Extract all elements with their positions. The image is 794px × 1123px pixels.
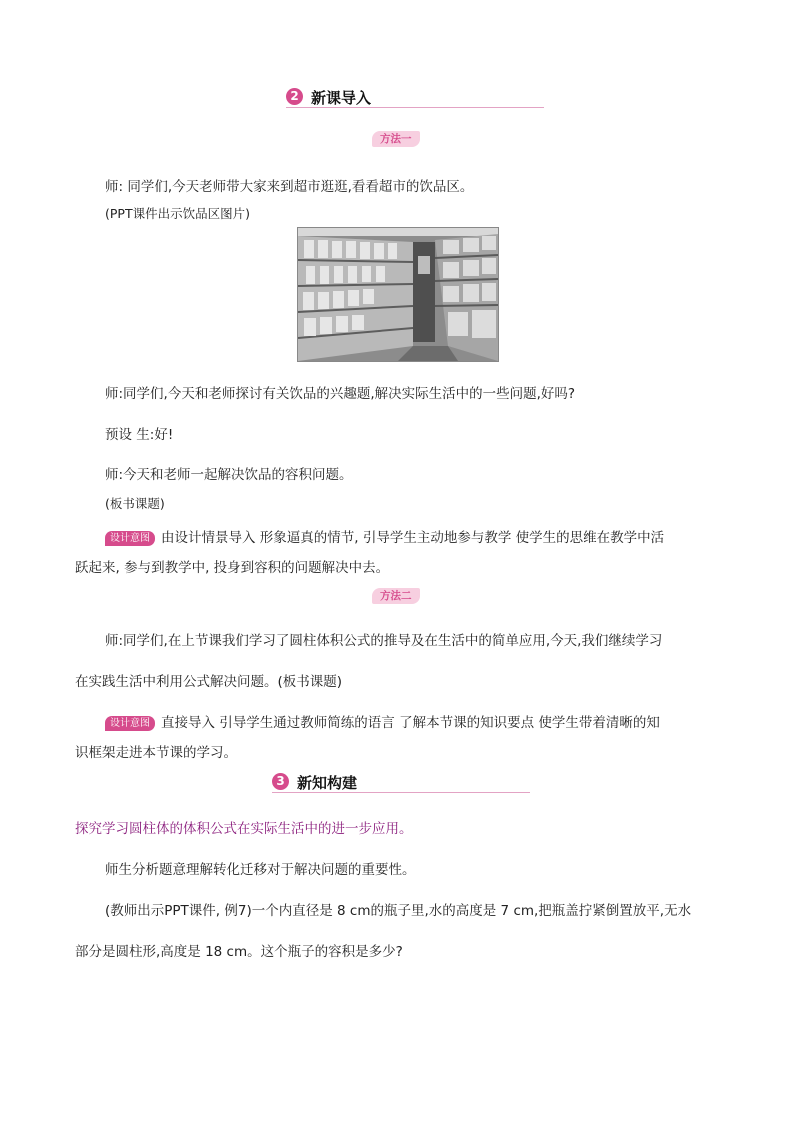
section-header-2 — [286, 88, 544, 110]
paragraph: (教师出示PPT课件, 例7)一个内直径是 8 cm的瓶子里,水的高度是 7 cm,把瓶盖拧紧倒置放平,无水 — [105, 903, 692, 919]
design-intent-2-line2: 识框架走进本节课的学习。 — [75, 745, 237, 761]
design-intent-tag: 设计意图 — [105, 716, 155, 731]
learning-objective: 探究学习圆柱体的体积公式在实际生活中的进一步应用。 — [75, 821, 413, 837]
paragraph: 部分是圆柱形,高度是 18 cm。这个瓶子的容积是多少? — [75, 944, 403, 960]
method-badge-1: 方法一 — [372, 131, 420, 147]
design-intent-2-line1 — [105, 711, 660, 731]
section-divider — [286, 107, 544, 108]
design-intent-1-line1 — [105, 526, 664, 546]
design-intent-1-line2: 跃起来, 参与到教学中, 投身到容积的问题解决中去。 — [75, 560, 390, 576]
design-intent-text: 由设计情景导入 形象逼真的情节, 引导学生主动地参与教学 使学生的思维在教学中活 — [161, 530, 665, 546]
section-number: 3 — [272, 773, 289, 790]
photo-illustration — [298, 228, 498, 361]
paragraph: 师生分析题意理解转化迁移对于解决问题的重要性。 — [105, 862, 416, 878]
section-number: 2 — [286, 88, 303, 105]
paragraph: 师:同学们,今天和老师探讨有关饮品的兴趣题,解决实际生活中的一些问题,好吗? — [105, 386, 576, 402]
method-badge-2: 方法二 — [372, 588, 420, 604]
paragraph: 预设 生:好! — [105, 427, 174, 443]
design-intent-text: 直接导入 引导学生通过教师简练的语言 了解本节课的知识要点 使学生带着清晰的知 — [161, 715, 660, 731]
paragraph: (板书课题) — [105, 496, 165, 511]
paragraph: 在实践生活中利用公式解决问题。(板书课题) — [75, 674, 343, 690]
paragraph: (PPT课件出示饮品区图片) — [105, 206, 250, 221]
section-title: 新课导入 — [311, 89, 372, 107]
supermarket-drinks-photo — [297, 227, 499, 362]
paragraph: 师:同学们,在上节课我们学习了圆柱体积公式的推导及在生活中的简单应用,今天,我们继续学习 — [105, 633, 663, 649]
section-title: 新知构建 — [297, 774, 358, 792]
design-intent-tag: 设计意图 — [105, 531, 155, 546]
paragraph: 师:今天和老师一起解决饮品的容积问题。 — [105, 467, 353, 483]
section-header-3 — [272, 773, 530, 795]
section-divider — [272, 792, 530, 793]
paragraph: 师: 同学们,今天老师带大家来到超市逛逛,看看超市的饮品区。 — [105, 179, 474, 195]
